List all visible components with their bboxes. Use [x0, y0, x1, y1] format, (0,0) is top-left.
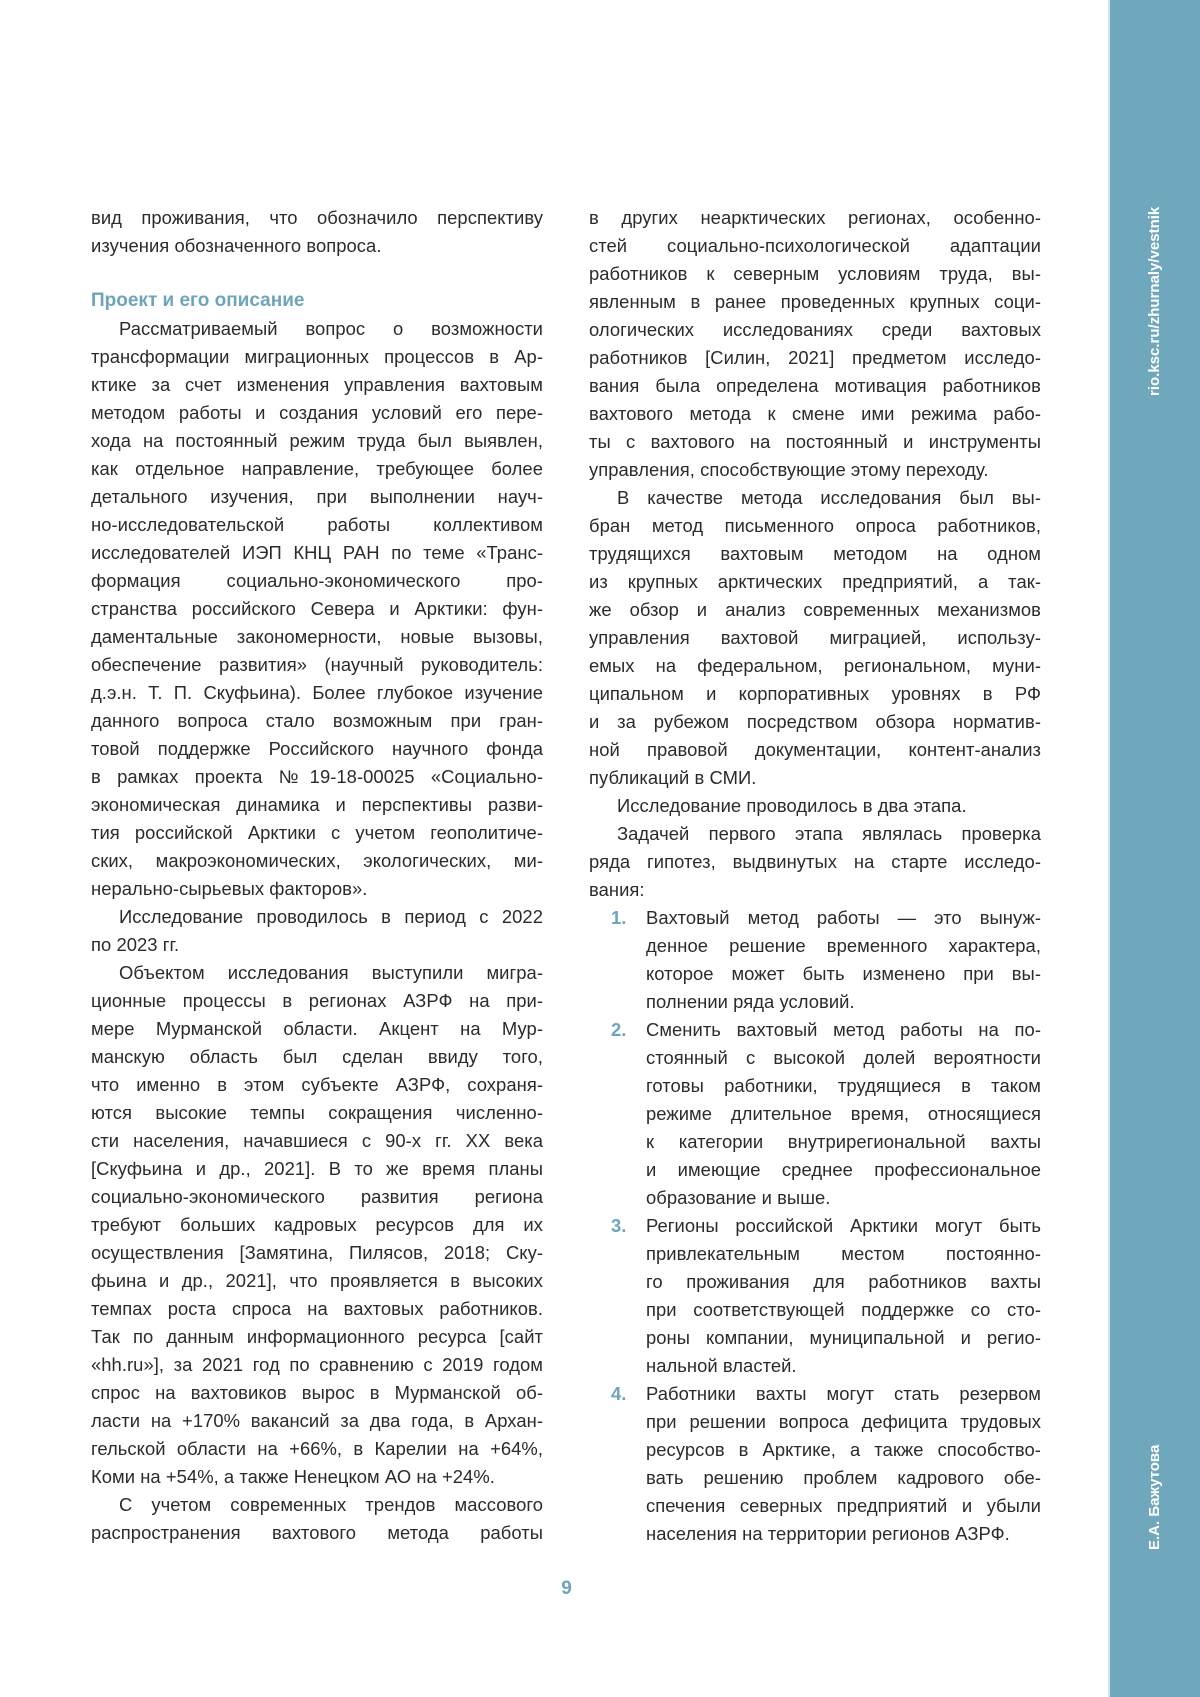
text-line: ласти на +170% вакансий за два года, в Архан-: [91, 1410, 543, 1431]
page-number: 9: [561, 1578, 572, 1599]
text-line: спрос на вахтовиков вырос в Мурманской об-: [91, 1382, 543, 1403]
text-line: вахтового метода к смене ими режима рабо-: [589, 403, 1041, 424]
text-line: что именно в этом субъекте АЗРФ, сохраня-: [91, 1074, 543, 1095]
list-number: 4.: [611, 1383, 627, 1404]
text-line: осуществления [Замятина, Пилясов, 2018; Ску-: [91, 1242, 543, 1263]
text-line: из крупных арктических предприятий, а так-: [589, 571, 1041, 592]
text-line: стей социально-психологической адаптации: [589, 235, 1041, 256]
text-line: ты с вахтового на постоянный и инструменты: [589, 431, 1041, 452]
text-line: Регионы российской Арктики могут быть: [646, 1215, 1041, 1236]
text-line: публикаций в СМИ.: [589, 767, 757, 788]
text-line: спечения северных предприятий и убыли: [646, 1495, 1041, 1516]
text-line: мере Мурманской области. Акцент на Мур-: [91, 1018, 543, 1039]
list-number: 2.: [611, 1019, 627, 1040]
text-line: ципальном и корпоративных уровнях в РФ: [589, 683, 1041, 704]
text-line: хода на постоянный режим труда был выявлен,: [91, 430, 543, 451]
author-name: Е.А. Бажутова: [1146, 1444, 1163, 1550]
text-line: трансформации миграционных процессов в Ар-: [91, 346, 543, 367]
text-line: емых на федеральном, региональном, муни-: [589, 655, 1041, 676]
text-line: управления, способствующие этому переходу.: [589, 459, 989, 480]
text-line: темпах роста спроса на вахтовых работников.: [91, 1298, 543, 1319]
text-line: работников к северным условиям труда, вы-: [589, 263, 1041, 284]
spacer: [91, 260, 543, 287]
hypotheses-list: [589, 904, 1041, 1548]
text-line: и за рубежом посредством обзора норматив-: [589, 711, 1041, 732]
text-line: явленным в ранее проведенных крупных соци-: [589, 291, 1041, 312]
text-line: С учетом современных трендов массового: [119, 1494, 543, 1515]
text-line: вания:: [589, 879, 645, 900]
text-line: социально-экономического развития региона: [91, 1186, 543, 1207]
paragraph-object: [91, 959, 543, 1491]
text-line: при соответствующей поддержке со сто-: [646, 1299, 1041, 1320]
text-line: населения на территории регионов АЗРФ.: [646, 1523, 1010, 1544]
text-line: образование и выше.: [646, 1187, 831, 1208]
text-line: как отдельное направление, требующее более: [91, 458, 543, 479]
text-line: требуют больших кадровых ресурсов для их: [91, 1214, 543, 1235]
text-line: изучения обозначенного вопроса.: [91, 235, 382, 256]
text-line: роны компании, муниципальной и регио-: [646, 1327, 1041, 1348]
text-line: В качестве метода исследования был вы-: [617, 487, 1041, 508]
text-line: при решении вопроса дефицита трудовых: [646, 1411, 1041, 1432]
left-column: [91, 204, 543, 1547]
text-line: нерально-сырьевых факторов».: [91, 878, 368, 899]
paragraph-method: [589, 484, 1041, 792]
paragraph-trends: [91, 1491, 543, 1547]
paragraph-period: [91, 903, 543, 959]
text-line: Исследование проводилось в два этапа.: [617, 795, 967, 816]
text-line: д.э.н. Т. П. Скуфьина). Более глубокое изучение: [91, 682, 543, 703]
text-line: гельской области на +66%, в Карелии на +64%,: [91, 1438, 543, 1459]
list-item: [589, 1016, 1041, 1212]
text-line: детального изучения, при выполнении науч-: [91, 486, 543, 507]
text-line: Так по данным информационного ресурса [сайт: [91, 1326, 543, 1347]
text-line: Вахтовый метод работы — это вынуж-: [646, 907, 1041, 928]
text-line: бран метод письменного опроса работников,: [589, 515, 1041, 536]
text-line: экономическая динамика и перспективы разви-: [91, 794, 543, 815]
list-number: 1.: [611, 907, 627, 928]
text-line: распространения вахтового метода работы: [91, 1522, 543, 1543]
list-item: [589, 904, 1041, 1016]
text-line: товой поддержке Российского научного фонда: [91, 738, 543, 759]
text-line: но-исследовательской работы коллективом: [91, 514, 543, 535]
text-line: данного вопроса стало возможным при гран-: [91, 710, 543, 731]
text-line: ктике за счет изменения управления вахтовым: [91, 374, 543, 395]
text-line: ной правовой документации, контент-анализ: [589, 739, 1041, 760]
text-line: фьина и др., 2021], что проявляется в высоких: [91, 1270, 543, 1291]
text-line: вид проживания, что обозначило перспективу: [91, 207, 543, 228]
paragraph-first-stage: [589, 820, 1041, 904]
text-line: исследователей ИЭП КНЦ РАН по теме «Транс-: [91, 542, 543, 563]
text-line: трудящихся вахтовым методом на одном: [589, 543, 1041, 564]
text-line: ряда гипотез, выдвинутых на старте исследо-: [589, 851, 1041, 872]
text-line: режиме длительное время, относящиеся: [646, 1103, 1041, 1124]
text-line: ются высокие темпы сокращения численно-: [91, 1102, 543, 1123]
text-line: даментальные закономерности, новые вызовы,: [91, 626, 543, 647]
journal-sidebar: [1108, 0, 1200, 1697]
text-line: денное решение временного характера,: [646, 935, 1041, 956]
text-line: же обзор и анализ современных механизмов: [589, 599, 1041, 620]
intro-paragraph: [91, 204, 543, 260]
text-line: которое может быть изменено при вы-: [646, 963, 1041, 984]
section-heading: Проект и его описание: [91, 290, 305, 311]
text-line: «hh.ru»], за 2021 год по сравнению с 2019 годом: [91, 1354, 543, 1375]
text-line: Коми на +54%, а также Ненецком АО на +24%.: [91, 1466, 495, 1487]
text-line: сти населения, начавшиеся с 90-х гг. XX века: [91, 1130, 543, 1151]
paragraph-stages: [589, 792, 1041, 820]
text-line: формация социально-экономического про-: [91, 570, 543, 591]
text-line: го проживания для работников вахты: [646, 1271, 1041, 1292]
text-line: ологических исследованиях среди вахтовых: [589, 319, 1041, 340]
text-line: обеспечение развития» (научный руководитель:: [91, 654, 543, 675]
text-line: ских, макроэкономических, экологических, ми-: [91, 850, 543, 871]
text-line: тия российской Арктики с учетом геополитиче-: [91, 822, 543, 843]
text-line: методом работы и создания условий его пере-: [91, 402, 543, 423]
text-line: Сменить вахтовый метод работы на по-: [646, 1019, 1041, 1040]
text-line: вания была определена мотивация работников: [589, 375, 1041, 396]
text-line: к категории внутрирегиональной вахты: [646, 1131, 1041, 1152]
paragraph-project-description: [91, 315, 543, 903]
text-line: в рамках проекта №19-18-00025 «Социально-: [91, 766, 543, 787]
text-line: и имеющие среднее профессиональное: [646, 1159, 1041, 1180]
text-line: работников [Силин, 2021] предметом исследо-: [589, 347, 1041, 368]
text-line: вать решению проблем кадрового обе-: [646, 1467, 1041, 1488]
text-line: готовы работники, трудящиеся в таком: [646, 1075, 1041, 1096]
text-line: ресурсов в Арктике, а также способство-: [646, 1439, 1041, 1460]
text-line: ционные процессы в регионах АЗРФ на при-: [91, 990, 543, 1011]
text-line: Исследование проводилось в период с 2022: [119, 906, 543, 927]
list-item: [589, 1380, 1041, 1548]
paragraph-trends-continued: [589, 204, 1041, 484]
text-line: по 2023 гг.: [91, 934, 180, 955]
list-item: [589, 1212, 1041, 1380]
text-line: стоянный с высокой долей вероятности: [646, 1047, 1041, 1068]
text-line: Задачей первого этапа являлась проверка: [617, 823, 1041, 844]
text-line: манскую область был сделан ввиду того,: [91, 1046, 543, 1067]
journal-url[interactable]: rio.ksc.ru/zhurnaly/vestnik: [1146, 206, 1163, 396]
text-line: Работники вахты могут стать резервом: [646, 1383, 1041, 1404]
text-line: Объектом исследования выступили мигра-: [119, 962, 543, 983]
text-line: нальной властей.: [646, 1355, 797, 1376]
right-column: [589, 204, 1041, 1548]
text-line: управления вахтовой миграцией, использу-: [589, 627, 1041, 648]
text-line: полнении ряда условий.: [646, 991, 855, 1012]
text-line: странства российского Севера и Арктики: фун-: [91, 598, 543, 619]
text-line: [Скуфьина и др., 2021]. В то же время планы: [91, 1158, 543, 1179]
list-number: 3.: [611, 1215, 627, 1236]
text-line: привлекательным местом постоянно-: [646, 1243, 1041, 1264]
text-line: Рассматриваемый вопрос о возможности: [119, 318, 543, 339]
text-line: в других неарктических регионах, особенно-: [589, 207, 1041, 228]
